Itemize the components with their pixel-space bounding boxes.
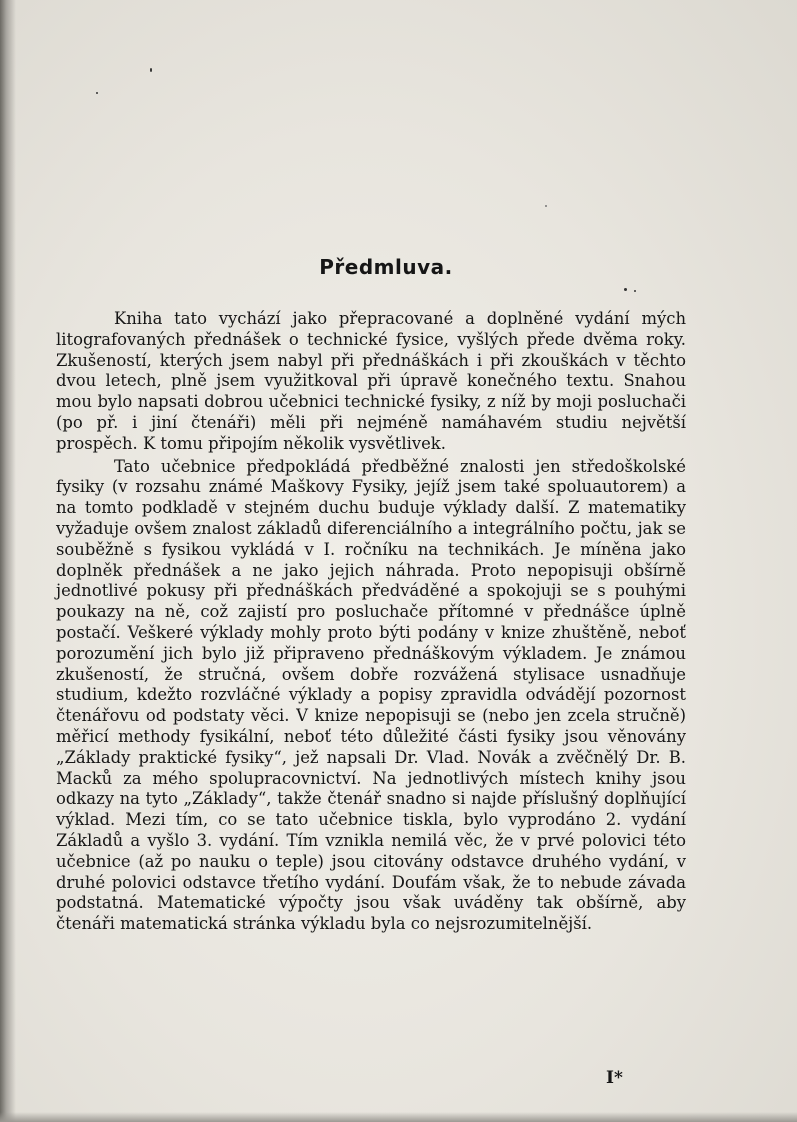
ink-speck	[150, 68, 152, 72]
preface-text	[56, 255, 686, 935]
ink-speck	[545, 205, 547, 207]
preface-body	[56, 309, 686, 935]
page-left-shadow	[0, 0, 16, 1122]
folio-mark: I*	[606, 1068, 623, 1088]
ink-speck	[96, 92, 98, 94]
paragraph-1: Kniha tato vychází jako přepracované a doplněné vydání mých litografovaných přednášek o technické fysice, vyšlých přede dvěma roky. Zkušeností, kterých jsem nabyl při přednáškách i při zkouškách v těchto dvou letech, plně jsem využitkoval při úpravě konečného textu. Snahou mou bylo napsati dobrou učebnici technické fysiky, z níž by moji posluchači (po př. i jiní čtenáři) měli při nejméně namáhavém studiu největší prospěch. K tomu připojím několik vysvětlivek.	[56, 309, 686, 453]
paragraph-2: Tato učebnice předpokládá předběžné znalosti jen středoškolské fysiky (v rozsahu známé Maškovy Fysiky, jejíž jsem také spoluautorem) a na tomto podkladě v stejném duchu buduje výklady další. Z matematiky vyžaduje ovšem znalost základů diferenciálního a integrálního počtu, jak se souběžně s fysikou vykládá v I. ročníku na technikách. Je míněna jako doplněk přednášek a ne jako jejich náhrada. Proto nepopisuji obšírně jednotlivé pokusy při přednáškách předváděné a spokojuji se s pouhými poukazy na ně, což zajistí pro posluchače přítomné v přednášce úplně postačí. Veškeré výklady mohly proto býti podány v knize zhuštěně, neboť porozumění jich bylo již připraveno přednáškovým výkladem. Je známou zkušeností, že stručná, ovšem dobře rozvážená stylisace usnadňuje studium, kdežto rozvláčné výklady a popisy zpravidla odvádějí pozornost čtenářovu od podstaty věci. V knize nepopisuji se (nebo jen zcela stručně) měřicí methody fysikální, neboť této důležité části fysiky jsou věnovány „Základy praktické fysiky“, jež napsali Dr. Vlad. Novák a zvěčnělý Dr. B. Macků za mého spolupracovnictví. Na jednotlivých místech knihy jsou odkazy na tyto „Základy“, takže čtenář snadno si najde příslušný doplňující výklad. Mezi tím, co se tato učebnice tiskla, bylo vyprodáno 2. vydání Základů a vyšlo 3. vydání. Tím vznikla nemilá věc, že v prvé polovici této učebnice (až po nauku o teple) jsou citovány odstavce druhého vydání, v druhé polovici odstavce třetího vydání. Doufám však, že to nebude závada podstatná. Matematické výpočty jsou však uváděny tak obšírně, aby čtenáři matematická stránka výkladu byla co nejsrozumitelnější.	[56, 456, 686, 934]
page-title: Předmluva.	[319, 255, 453, 279]
page-bottom-shadow	[0, 1112, 797, 1122]
